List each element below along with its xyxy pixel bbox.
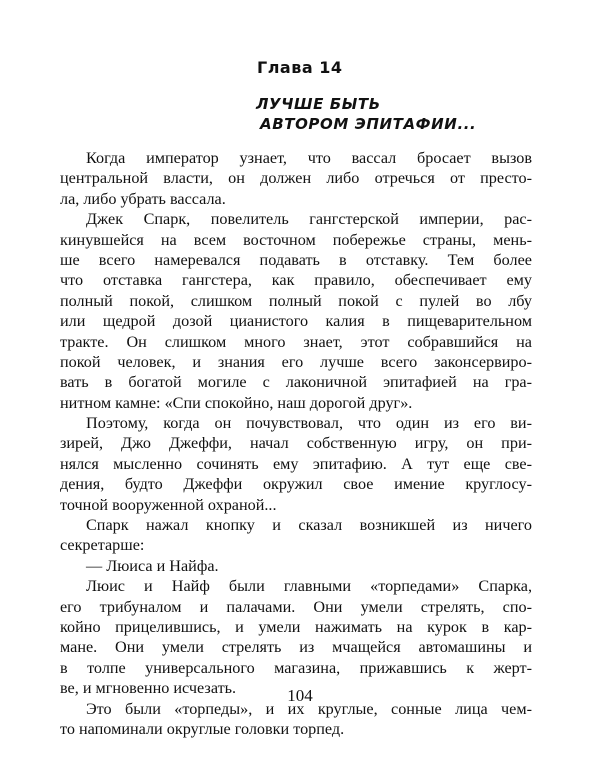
text-line: Когда император узнает, что вассал бросает вызов [86, 149, 532, 167]
text-line: зирей, Джо Джеффи, начал собственную игру, он при- [60, 434, 532, 453]
text-line: центральной власти, он должен либо отречься от престо- [60, 169, 532, 188]
text-line: Поэтому, когда он почувствовал, что один из его ви- [86, 414, 532, 433]
text-line: покой человек, и знания его лучше всего законсервиро- [60, 352, 532, 371]
text-line: — Люиса и Найфа. [86, 556, 219, 575]
text-line: Это были «торпеды», и их круглые, сонные лица чем- [86, 699, 532, 718]
text-line: секретарше: [60, 536, 145, 555]
text-line: ше всего намеревался подавать в отставку. Тем более [60, 250, 532, 269]
text-line: точной вооруженной охраной... [60, 495, 277, 514]
text-line: вать в богатой могиле с лаконичной эпитафией на гра- [60, 373, 532, 392]
page-number: 104 [287, 686, 313, 705]
text-line: койно прицелившись, и умели нажимать на курок в кар- [60, 617, 532, 636]
text-line: мане. Они умели стрелять из мчащейся автомашины и [60, 638, 532, 657]
text-line: его трибуналом и палачами. Они умели стрелять, спо- [60, 597, 532, 616]
text-line: тракте. Он слишком много знает, этот собравшийся на [60, 332, 532, 351]
chapter-label: Глава 14 [257, 58, 343, 77]
chapter-body-text [60, 148, 532, 739]
text-line: в толпе универсального магазина, прижавшись к жерт- [60, 658, 532, 677]
text-line: дения, будто Джеффи окружил свое имение круглосу- [60, 475, 532, 494]
chapter-title-line: АВТОРОМ ЭПИТАФИИ... [260, 115, 477, 133]
text-line: что отставка гангстера, как правило, обеспечивает ему [60, 271, 532, 290]
text-line: Джек Спарк, повелитель гангстерской империи, рас- [86, 210, 532, 229]
text-line: ла, либо убрать вассала. [60, 189, 226, 208]
chapter-title [256, 94, 476, 134]
chapter-title-line: ЛУЧШЕ БЫТЬ [256, 95, 381, 113]
text-line: полный покой, слишком полный покой с пулей во лбу [60, 291, 532, 310]
text-line: Люис и Найф были главными «торпедами» Спарка, [86, 577, 532, 596]
text-line: ве, и мгновенно исчезать. [60, 679, 237, 698]
text-line: то напоминали округлые головки торпед. [60, 719, 345, 738]
text-line: Спарк нажал кнопку и сказал возникшей из ничего [86, 516, 532, 535]
text-line: кинувшейся на всем восточном побережье страны, мень- [60, 230, 532, 249]
text-line: или щедрой дозой цианистого калия в пищеварительном [60, 312, 532, 331]
text-line: нитном камне: «Спи спокойно, наш дорогой друг». [60, 393, 413, 412]
text-line: нялся мысленно сочинять ему эпитафию. А тут еще све- [60, 454, 532, 473]
